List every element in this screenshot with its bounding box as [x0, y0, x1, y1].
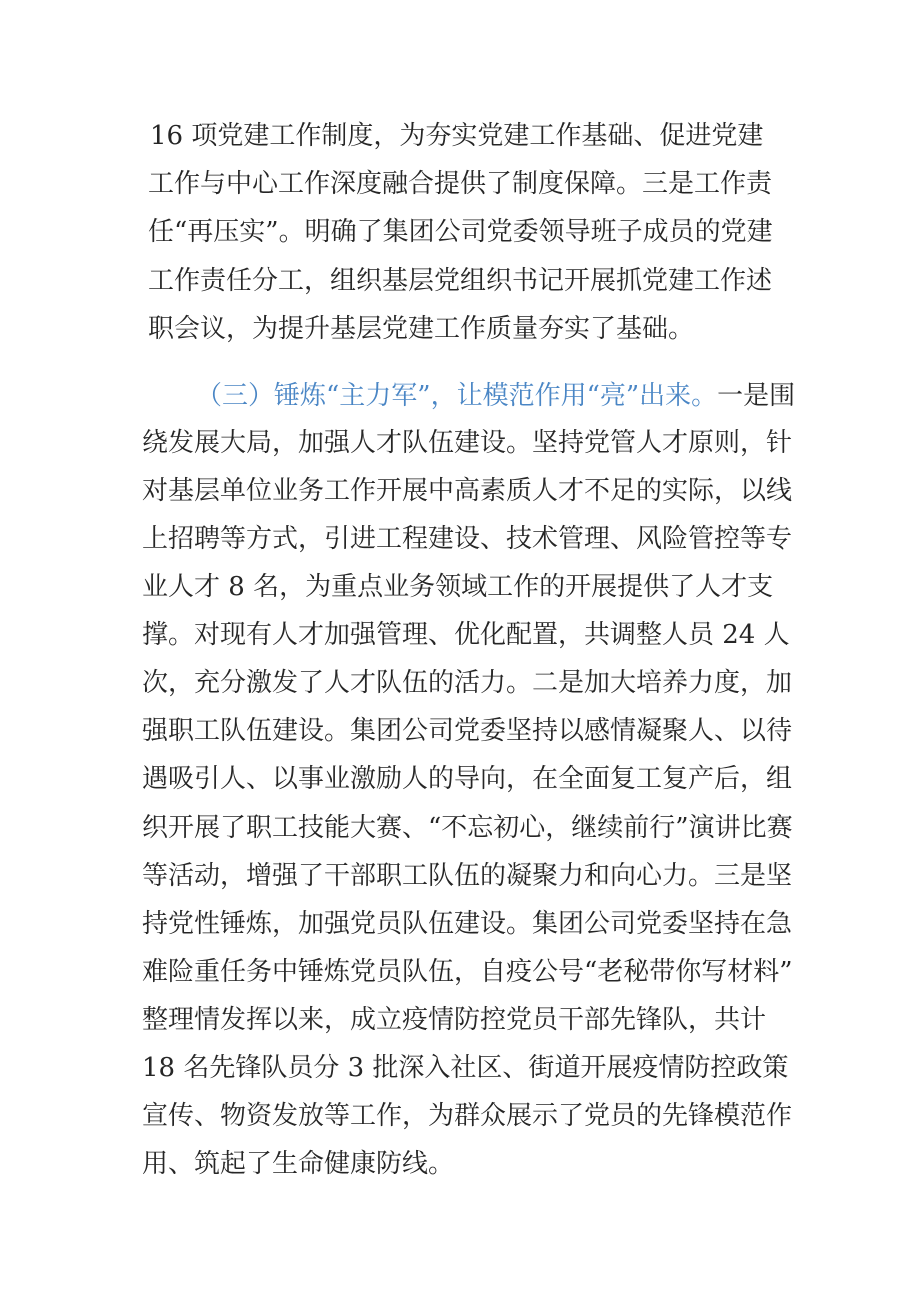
section3-line-13: 整理情发挥以来，成立疫情防控党员干部先锋队，共计	[142, 1005, 767, 1035]
section3-line-11: 持党性锤炼，加强党员队伍建设。集团公司党委坚持在急	[142, 909, 793, 939]
section3-line-5: 撑。对现有人才加强管理、优化配置，共调整人员 24 人	[142, 620, 790, 650]
section3-line-6: 次，充分激发了人才队伍的活力。二是加大培养力度，加	[142, 668, 793, 698]
section3-line-12: 难险重任务中锤炼党员队伍，自疫公号“老秘带你写材料”	[142, 957, 793, 987]
section3-line-15: 宣传、物资发放等工作，为群众展示了党员的先锋模范作	[142, 1101, 793, 1131]
section3-line-10: 等活动，增强了干部职工队伍的凝聚力和向心力。三是坚	[142, 861, 793, 891]
section3-heading: （三）锤炼“主力军”，让模范作用“亮”出来。	[196, 381, 718, 411]
paragraph1-line-4: 工作责任分工，组织基层党组织书记开展抓党建工作述	[148, 266, 773, 296]
section3-first-line	[196, 372, 795, 420]
section3-line-3: 上招聘等方式，引进工程建设、技术管理、风险管控等专	[142, 524, 793, 554]
paragraph1-line-1: 16 项党建工作制度，为夯实党建工作基础、促进党建	[150, 121, 764, 151]
paragraph1-line-2: 工作与中心工作深度融合提供了制度保障。三是工作责	[148, 169, 773, 199]
paragraph1-line-5: 职会议，为提升基层党建工作质量夯实了基础。	[148, 314, 695, 344]
section3-line-8: 遇吸引人、以事业激励人的导向，在全面复工复产后，组	[142, 764, 793, 794]
section3-line-1: 绕发展大局，加强人才队伍建设。坚持党管人才原则，针	[142, 428, 793, 458]
section3-line-7: 强职工队伍建设。集团公司党委坚持以感情凝聚人、以待	[142, 716, 793, 746]
section3-line-2: 对基层单位业务工作开展中高素质人才不足的实际，以线	[142, 476, 793, 506]
section3-line-16: 用、筑起了生命健康防线。	[142, 1149, 455, 1179]
section3-line-14: 18 名先锋队员分 3 批深入社区、街道开展疫情防控政策	[142, 1053, 789, 1083]
section3-line-9: 织开展了职工技能大赛、“不忘初心，继续前行”演讲比赛	[142, 813, 793, 843]
section3-line-4: 业人才 8 名，为重点业务领域工作的开展提供了人才支	[142, 572, 774, 602]
section3-first-line-rest: 一是围	[717, 381, 796, 411]
paragraph1-line-3: 任“再压实”。明确了集团公司党委领导班子成员的党建	[148, 217, 773, 247]
